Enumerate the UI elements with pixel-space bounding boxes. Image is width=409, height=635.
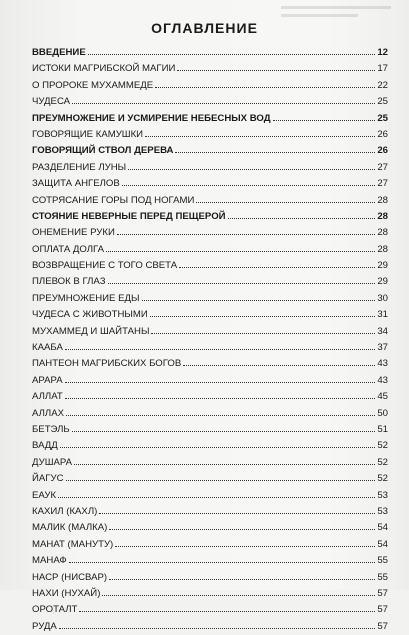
toc-entry-label: ОРОТАЛТ <box>32 604 78 616</box>
toc-entry-label: МАЛИК (МАЛКА) <box>32 522 108 534</box>
dot-leader <box>151 333 375 334</box>
toc-entry <box>32 324 388 340</box>
toc-entry <box>32 406 388 422</box>
toc-entry-label: ЙАГУС <box>32 473 64 485</box>
dot-leader <box>117 234 375 235</box>
dot-leader <box>72 431 376 432</box>
dot-leader <box>66 415 375 416</box>
toc-entry-label: ГОВОРЯЩИЕ КАМУШКИ <box>32 128 144 140</box>
dot-leader <box>155 87 375 88</box>
toc-entry-label: БЕТЭЛЬ <box>32 423 70 435</box>
dot-leader <box>175 152 375 153</box>
toc-entry <box>32 127 388 143</box>
dot-leader <box>145 136 375 137</box>
toc-entry-page-number: 30 <box>377 292 388 304</box>
toc-entry-label: ПРЕУМНОЖЕНИЕ ЕДЫ <box>32 292 140 304</box>
table-of-contents <box>32 45 388 635</box>
toc-entry <box>32 537 388 553</box>
dot-leader <box>60 447 376 448</box>
toc-entry <box>32 274 388 290</box>
toc-entry <box>32 78 388 94</box>
toc-entry <box>32 61 388 77</box>
toc-entry-label: МАНАФ <box>32 555 67 567</box>
toc-entry-label: ВВЕДЕНИЕ <box>32 47 86 58</box>
toc-entry <box>32 258 388 274</box>
dot-leader <box>66 480 376 481</box>
toc-entry <box>32 160 388 176</box>
toc-entry <box>32 193 388 209</box>
toc-entry <box>32 373 388 389</box>
dot-leader <box>99 513 375 514</box>
toc-entry-label: РАЗДЕЛЕНИЕ ЛУНЫ <box>32 161 127 173</box>
toc-entry-page-number: 28 <box>377 243 388 255</box>
toc-entry <box>32 619 388 635</box>
dot-leader <box>122 185 376 186</box>
toc-entry-page-number: 17 <box>377 63 388 75</box>
toc-entry-page-number: 29 <box>377 276 388 288</box>
dot-leader <box>115 546 375 547</box>
dot-leader <box>79 611 375 612</box>
toc-entry <box>32 504 388 520</box>
toc-entry-label: ЧУДЕСА С ЖИВОТНЫМИ <box>32 309 148 321</box>
toc-entry-label: ПРЕУМНОЖЕНИЕ И УСМИРЕНИЕ НЕБЕСНЫХ ВОД <box>32 112 271 124</box>
toc-entry-page-number: 57 <box>377 620 388 632</box>
toc-entry <box>32 307 388 323</box>
dot-leader <box>109 529 375 530</box>
toc-entry-label: ВАДД <box>32 440 58 452</box>
toc-entry <box>32 45 388 61</box>
dot-leader <box>109 579 375 580</box>
toc-entry-label: ОНЕМЕНИЕ РУКИ <box>32 227 115 239</box>
dot-leader <box>74 464 375 465</box>
dot-leader <box>150 316 376 317</box>
dot-leader <box>69 562 376 563</box>
toc-entry-label: ОПЛАТА ДОЛГА <box>32 243 105 255</box>
page-title: ОГЛАВЛЕНИЕ <box>151 20 258 36</box>
toc-entry-page-number: 52 <box>377 456 388 468</box>
toc-entry <box>32 520 388 536</box>
toc-entry-page-number: 57 <box>377 604 388 616</box>
toc-entry <box>32 143 388 159</box>
toc-entry-page-number: 12 <box>377 47 388 58</box>
toc-entry-page-number: 53 <box>377 489 388 501</box>
toc-entry-page-number: 31 <box>377 309 388 321</box>
toc-entry-label: ПАНТЕОН МАГРИБСКИХ БОГОВ <box>32 358 182 370</box>
toc-entry-page-number: 53 <box>377 505 388 517</box>
toc-entry-label: КАХИЛ (КАХЛ) <box>32 505 98 517</box>
dot-leader <box>65 398 376 399</box>
dot-leader <box>58 497 375 498</box>
toc-entry-page-number: 26 <box>377 145 388 157</box>
toc-entry-label: НАХИ (НУХАЙ) <box>32 587 101 599</box>
toc-entry-label: СТОЯНИЕ НЕВЕРНЫЕ ПЕРЕД ПЕЩЕРОЙ <box>32 210 226 222</box>
toc-entry-label: ЗАЩИТА АНГЕЛОВ <box>32 178 120 190</box>
toc-entry-label: АЛЛАТ <box>32 391 63 403</box>
toc-entry-label: АЛЛАХ <box>32 407 64 419</box>
dot-leader <box>177 70 375 71</box>
toc-entry-page-number: 50 <box>377 407 388 419</box>
toc-entry-label: О ПРОРОКЕ МУХАММЕДЕ <box>32 79 154 91</box>
toc-entry-label: ИСТОКИ МАГРИБСКОЙ МАГИИ <box>32 63 176 75</box>
toc-entry-label: АРАРА <box>32 374 63 386</box>
toc-entry-page-number: 26 <box>377 128 388 140</box>
toc-entry <box>32 553 388 569</box>
toc-entry <box>32 176 388 192</box>
toc-entry-page-number: 52 <box>377 473 388 485</box>
toc-entry-page-number: 43 <box>377 358 388 370</box>
dot-leader <box>273 120 376 121</box>
toc-entry-page-number: 28 <box>377 227 388 239</box>
dot-leader <box>128 169 375 170</box>
toc-entry <box>32 340 388 356</box>
dot-leader <box>65 349 375 350</box>
toc-entry <box>32 471 388 487</box>
toc-entry-label: ПЛЕВОК В ГЛАЗ <box>32 276 106 288</box>
toc-entry-page-number: 54 <box>377 538 388 550</box>
toc-entry <box>32 291 388 307</box>
dot-leader <box>183 365 375 366</box>
toc-entry-page-number: 28 <box>377 210 388 222</box>
toc-entry-page-number: 28 <box>377 194 388 206</box>
toc-entry <box>32 225 388 241</box>
toc-entry-label: КААБА <box>32 342 63 354</box>
toc-entry <box>32 111 388 127</box>
toc-entry-page-number: 55 <box>377 555 388 567</box>
toc-entry-page-number: 52 <box>377 440 388 452</box>
toc-entry-page-number: 25 <box>377 96 388 108</box>
toc-entry-page-number: 37 <box>377 342 388 354</box>
toc-entry-label: ЧУДЕСА <box>32 96 71 108</box>
toc-entry-label: ЕАУК <box>32 489 57 501</box>
toc-entry <box>32 389 388 405</box>
toc-entry-page-number: 27 <box>377 161 388 173</box>
dot-leader <box>106 251 375 252</box>
dot-leader <box>65 382 376 383</box>
toc-entry-page-number: 25 <box>377 112 388 124</box>
toc-entry-label: ВОЗВРАЩЕНИЕ С ТОГО СВЕТА <box>32 260 178 272</box>
toc-entry-page-number: 29 <box>377 260 388 272</box>
toc-entry <box>32 586 388 602</box>
toc-entry <box>32 438 388 454</box>
dot-leader <box>102 595 375 596</box>
dot-leader <box>228 218 376 219</box>
toc-entry-label: НАСР (НИСВАР) <box>32 571 108 583</box>
toc-entry-page-number: 54 <box>377 522 388 534</box>
toc-entry <box>32 602 388 618</box>
toc-entry <box>32 242 388 258</box>
toc-entry-label: ГОВОРЯЩИЙ СТВОЛ ДЕРЕВА <box>32 145 174 157</box>
toc-entry <box>32 356 388 372</box>
dot-leader <box>179 267 375 268</box>
toc-entry-label: РУДА <box>32 620 57 632</box>
toc-entry <box>32 209 388 225</box>
toc-entry-page-number: 22 <box>377 79 388 91</box>
dot-leader <box>72 103 375 104</box>
dot-leader <box>108 283 376 284</box>
dot-leader <box>59 628 376 629</box>
dot-leader <box>142 300 376 301</box>
toc-entry-page-number: 51 <box>377 423 388 435</box>
toc-entry <box>32 570 388 586</box>
toc-entry-label: МУХАММЕД И ШАЙТАНЫ <box>32 325 150 337</box>
toc-entry-page-number: 45 <box>377 391 388 403</box>
toc-entry <box>32 422 388 438</box>
toc-entry-label: ДУШАРА <box>32 456 73 468</box>
toc-entry-page-number: 34 <box>377 325 388 337</box>
dot-leader <box>88 54 376 55</box>
toc-entry-page-number: 55 <box>377 571 388 583</box>
toc-entry-page-number: 57 <box>377 587 388 599</box>
toc-entry-page-number: 27 <box>377 178 388 190</box>
dot-leader <box>196 202 375 203</box>
toc-entry-label: СОТРЯСАНИЕ ГОРЫ ПОД НОГАМИ <box>32 194 195 206</box>
toc-entry <box>32 455 388 471</box>
toc-entry-page-number: 43 <box>377 374 388 386</box>
toc-entry-label: МАНАТ (МАНУТУ) <box>32 538 114 550</box>
toc-entry <box>32 94 388 110</box>
toc-entry <box>32 488 388 504</box>
